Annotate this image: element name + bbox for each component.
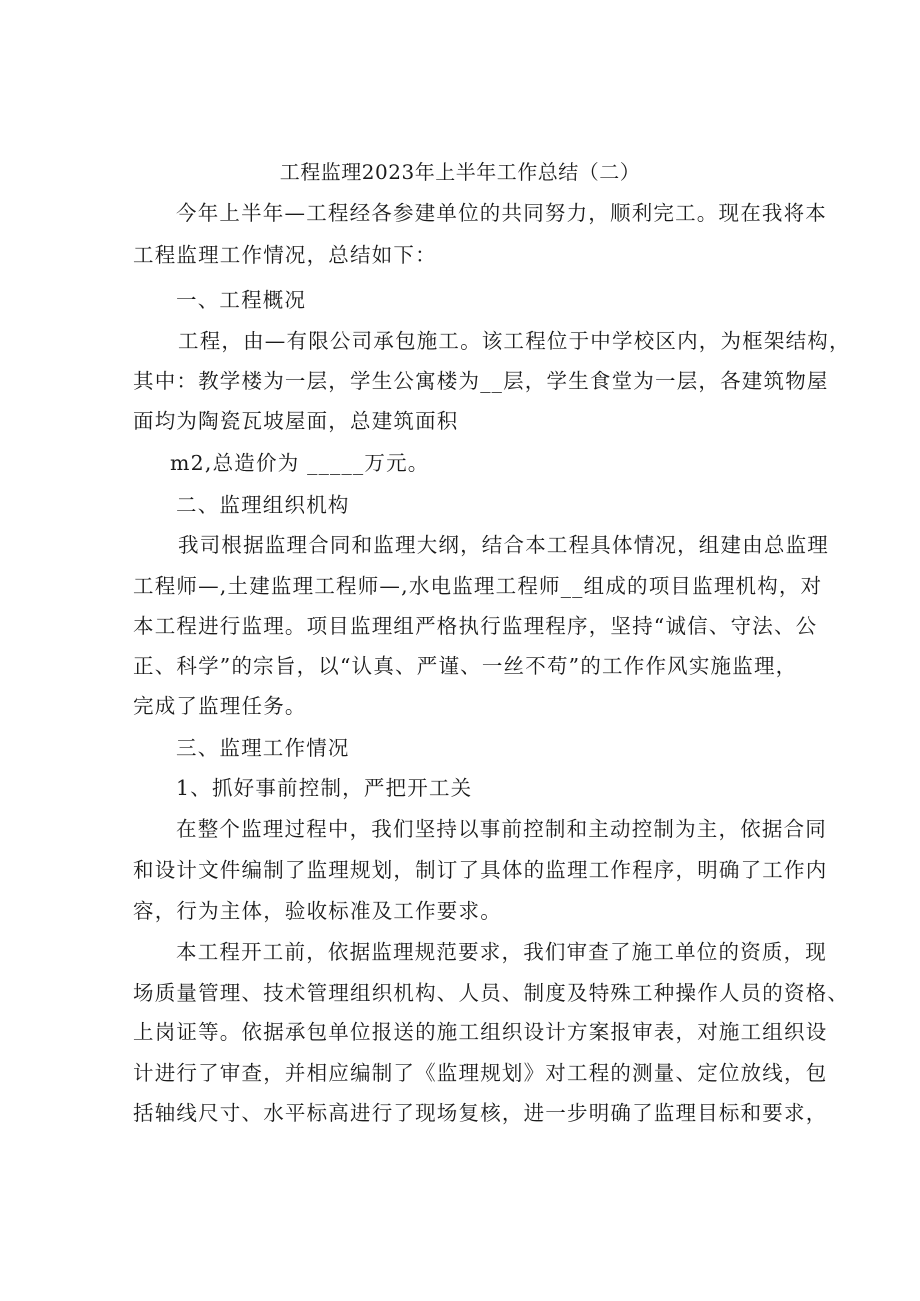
paragraph-line: 在整个监理过程中，我们坚持以事前控制和主动控制为主，依据合同	[176, 817, 827, 841]
paragraph-line: 工程监理工作情况，总结如下：	[133, 243, 437, 267]
paragraph-line: 本工程开工前，依据监理规范要求，我们审查了施工单位的资质，现	[176, 940, 827, 964]
paragraph-line: 和设计文件编制了监理规划，制订了具体的监理工作程序，明确了工作内	[133, 858, 828, 882]
paragraph-line: 计进行了审查，并相应编制了《监理规划》对工程的测量、定位放线，包	[133, 1061, 828, 1085]
section-heading: 三、监理工作情况	[176, 736, 350, 760]
paragraph-line: 工程，由—有限公司承包施工。该工程位于中学校区内，为框架结构，	[178, 329, 851, 353]
paragraph-line: 容，行为主体，验收标准及工作要求。	[133, 899, 502, 923]
paragraph-line: 正、科学”的宗旨，以“认真、严谨、一丝不苟”的工作作风实施监理，	[133, 654, 798, 678]
paragraph-line: 完成了监理任务。	[133, 694, 307, 718]
paragraph-line: 我司根据监理合同和监理大纲，结合本工程具体情况，组建由总监理	[178, 533, 829, 557]
paragraph-line: 上岗证等。依据承包单位报送的施工组织设计方案报审表，对施工组织设	[133, 1020, 828, 1044]
section-heading: 一、工程概况	[176, 288, 307, 312]
paragraph-line: 其中：教学楼为一层，学生公寓楼为__层，学生食堂为一层，各建筑物屋	[133, 369, 829, 393]
paragraph-line: 面均为陶瓷瓦坡屋面，总建筑面积	[133, 409, 459, 433]
paragraph-line: 今年上半年—工程经各参建单位的共同努力，顺利完工。现在我将本	[176, 201, 827, 225]
paragraph-line: 工程师—,土建监理工程师—,水电监理工程师__组成的项目监理机构，对	[133, 574, 823, 598]
paragraph-line: 括轴线尺寸、水平标高进行了现场复核，进一步明确了监理目标和要求，	[133, 1101, 828, 1125]
document-title: 工程监理2023年上半年工作总结（二）	[279, 160, 641, 184]
paragraph-line: 本工程进行监理。项目监理组严格执行监理程序，坚持“诚信、守法、公	[133, 614, 818, 638]
section-heading: 二、监理组织机构	[176, 493, 350, 517]
paragraph-line: 场质量管理、技术管理组织机构、人员、制度及特殊工种操作人员的资格、	[133, 981, 850, 1005]
subsection-heading: 1、抓好事前控制，严把开工关	[176, 776, 473, 800]
paragraph-line: m2,总造价为 _____万元。	[170, 451, 430, 475]
